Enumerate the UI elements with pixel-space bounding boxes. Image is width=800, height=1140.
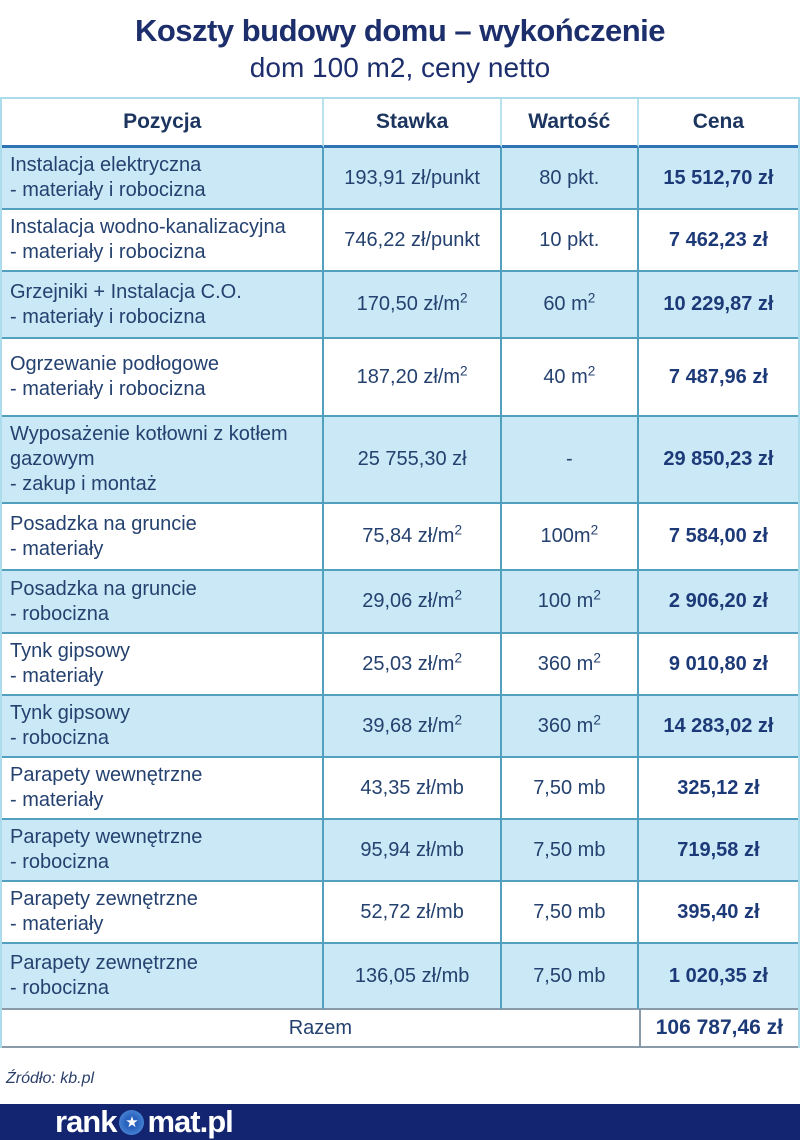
total-label: Razem	[2, 1010, 639, 1048]
cell-pozycja: Parapety wewnętrzne - materiały	[2, 758, 324, 820]
star-icon: ★	[125, 1112, 139, 1131]
cell-cena: 2 906,20 zł	[639, 571, 798, 634]
cell-pozycja: Instalacja elektryczna - materiały i robocizna	[2, 148, 324, 210]
cell-stawka: 52,72 zł/mb	[324, 882, 502, 944]
page-subtitle: dom 100 m2, ceny netto	[249, 52, 551, 83]
cell-pozycja: Tynk gipsowy - robocizna	[2, 696, 324, 758]
cell-wartosc: 7,50 mb	[502, 820, 639, 882]
cell-cena: 9 010,80 zł	[639, 634, 798, 696]
cell-wartosc: 360 $m^2$	[502, 696, 639, 758]
cell-stawka: 136,05 zł/mb	[324, 944, 502, 1010]
table-row	[2, 820, 798, 882]
cell-stawka: 43,35 zł/mb	[324, 758, 502, 820]
cell-wartosc: 10 pkt.	[502, 210, 639, 272]
rankomat-logo	[55, 1104, 233, 1140]
table-row	[2, 417, 798, 504]
cell-stawka: 193,91 zł/punkt	[324, 148, 502, 210]
footer-bar	[0, 1104, 800, 1140]
logo-text-suffix: mat.pl	[147, 1104, 233, 1139]
table-row	[2, 148, 798, 210]
cell-wartosc: $100m^2$	[502, 504, 639, 571]
column-header-pozycja: Pozycja	[2, 99, 324, 148]
cell-stawka: 170,50 $zł/m^2$	[324, 272, 502, 339]
cell-cena: 10 229,87 zł	[639, 272, 798, 339]
cell-wartosc: 60 $m^2$	[502, 272, 639, 339]
cell-stawka: 39,68 $zł/m^2$	[324, 696, 502, 758]
table-row	[2, 944, 798, 1010]
cell-pozycja: Parapety wewnętrzne - robocizna	[2, 820, 324, 882]
cell-pozycja: Posadzka na gruncie - robocizna	[2, 571, 324, 634]
cell-stawka: 95,94 zł/mb	[324, 820, 502, 882]
column-header-stawka: Stawka	[324, 99, 502, 148]
cell-cena: 7 584,00 zł	[639, 504, 798, 571]
cost-table-container	[0, 97, 800, 1048]
column-header-wartosc: Wartość	[502, 99, 639, 148]
cell-cena: 325,12 zł	[639, 758, 798, 820]
table-row	[2, 758, 798, 820]
cell-stawka: 25,03 $zł/m^2$	[324, 634, 502, 696]
table-row	[2, 696, 798, 758]
cell-wartosc: 100 $m^2$	[502, 571, 639, 634]
cell-pozycja: Grzejniki + Instalacja C.O. - materiały i robocizna	[2, 272, 324, 339]
cell-stawka: 75,84 $zł/m^2$	[324, 504, 502, 571]
cell-pozycja: Parapety zewnętrzne - robocizna	[2, 944, 324, 1010]
table-row	[2, 272, 798, 339]
cell-cena: 719,58 zł	[639, 820, 798, 882]
cell-cena: 7 462,23 zł	[639, 210, 798, 272]
cell-cena: 29 850,23 zł	[639, 417, 798, 504]
title-block	[0, 0, 800, 84]
table-row	[2, 634, 798, 696]
cell-wartosc: -	[502, 417, 639, 504]
cell-stawka: 25 755,30 zł	[324, 417, 502, 504]
total-value: 106 787,46 zł	[639, 1010, 798, 1048]
cell-cena: 7 487,96 zł	[639, 339, 798, 417]
cell-pozycja: Wyposażenie kotłowni z kotłem gazowym - zakup i montaż	[2, 417, 324, 504]
cell-cena: 14 283,02 zł	[639, 696, 798, 758]
page-title: Koszty budowy domu – wykończenie	[134, 13, 666, 48]
logo-text-prefix: rank	[55, 1104, 117, 1139]
source-note: Źródło: kb.pl	[6, 1070, 95, 1087]
cell-wartosc: 7,50 mb	[502, 944, 639, 1010]
cell-cena: 395,40 zł	[639, 882, 798, 944]
cost-table	[2, 99, 798, 1048]
table-row	[2, 882, 798, 944]
cell-stawka: 187,20 $zł/m^2$	[324, 339, 502, 417]
cell-pozycja: Posadzka na gruncie - materiały	[2, 504, 324, 571]
cell-wartosc: 7,50 mb	[502, 758, 639, 820]
cell-cena: 15 512,70 zł	[639, 148, 798, 210]
cell-wartosc: 360 $m^2$	[502, 634, 639, 696]
cell-wartosc: 7,50 mb	[502, 882, 639, 944]
cell-wartosc: 40 $m^2$	[502, 339, 639, 417]
table-row	[2, 504, 798, 571]
cell-pozycja: Ogrzewanie podłogowe - materiały i robocizna	[2, 339, 324, 417]
cell-stawka: 746,22 zł/punkt	[324, 210, 502, 272]
table-header-row	[2, 99, 798, 148]
column-header-cena: Cena	[639, 99, 798, 148]
table-row	[2, 571, 798, 634]
cell-pozycja: Tynk gipsowy - materiały	[2, 634, 324, 696]
table-row	[2, 210, 798, 272]
cell-pozycja: Parapety zewnętrzne - materiały	[2, 882, 324, 944]
cell-pozycja: Instalacja wodno-kanalizacyjna - materiały i robocizna	[2, 210, 324, 272]
cell-wartosc: 80 pkt.	[502, 148, 639, 210]
cell-stawka: 29,06 $zł/m^2$	[324, 571, 502, 634]
cell-cena: 1 020,35 zł	[639, 944, 798, 1010]
total-row	[2, 1010, 798, 1048]
logo-circle	[119, 1110, 144, 1135]
table-row	[2, 339, 798, 417]
